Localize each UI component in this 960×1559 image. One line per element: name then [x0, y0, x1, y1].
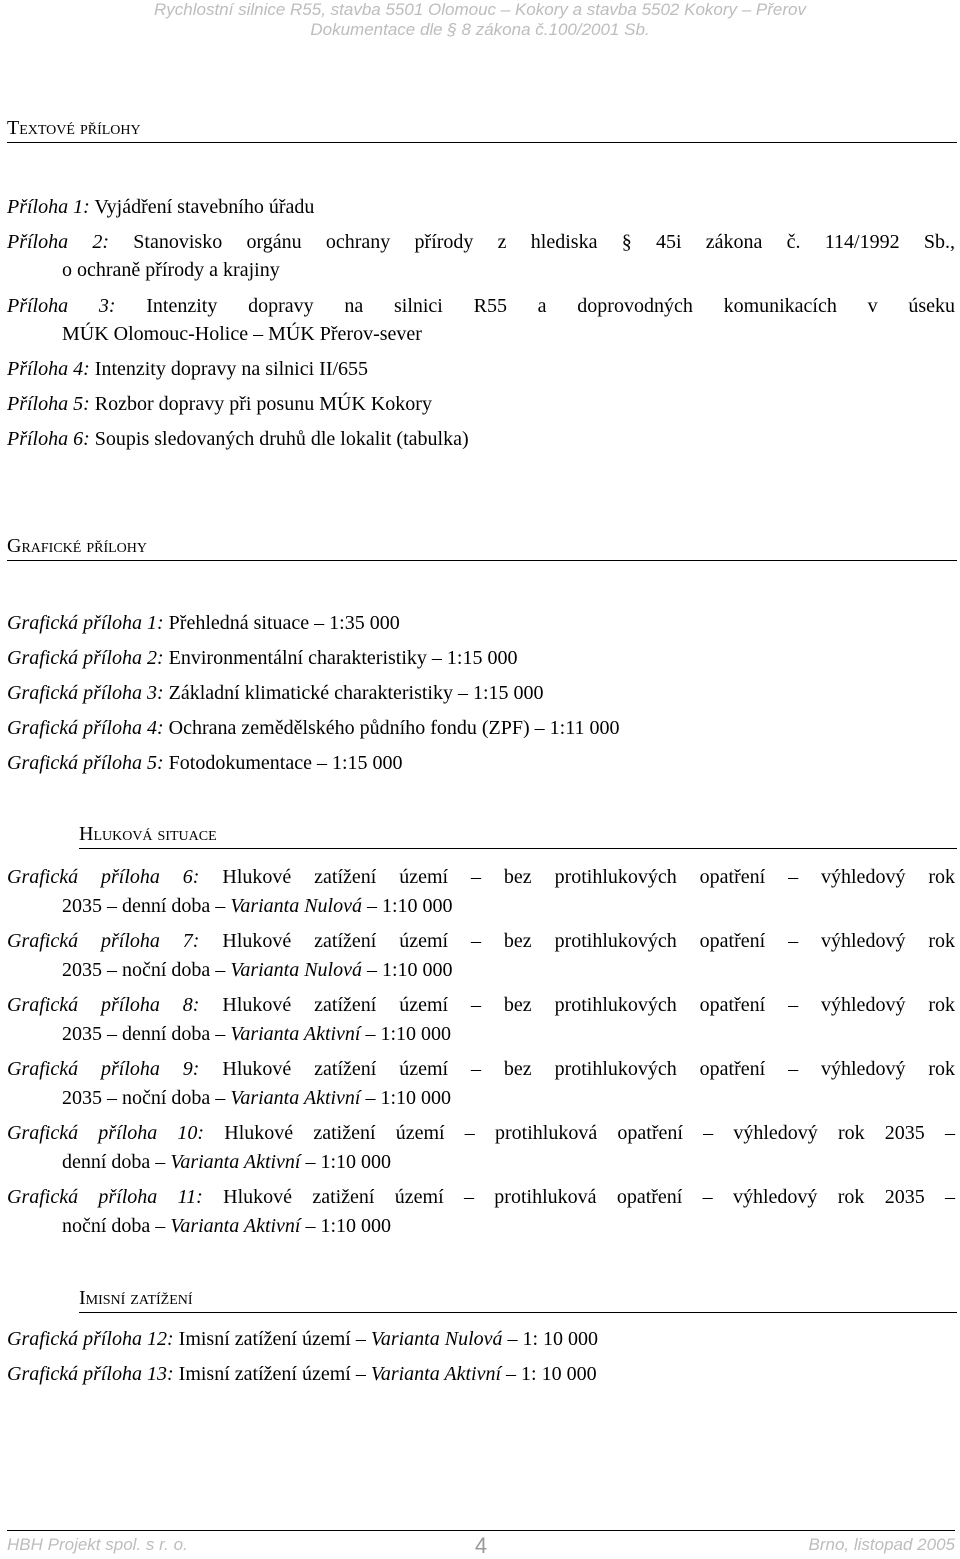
list-item: Grafická příloha 2: Environmentální charakteristiky – 1:15 000: [7, 647, 518, 669]
list-item-continuation: noční doba – Varianta Aktivní – 1:10 000: [62, 1215, 392, 1237]
list-item: Příloha 4: Intenzity dopravy na silnici II/655: [7, 358, 369, 380]
list-item: Příloha 3: Intenzity dopravy na silnici R55 a doprovodných komunikacích v úseku: [7, 295, 956, 317]
list-item-continuation: denní doba – Varianta Aktivní – 1:10 000: [62, 1151, 392, 1173]
list-item: Příloha 6: Soupis sledovaných druhů dle lokalit (tabulka): [7, 428, 469, 450]
list-item: Příloha 2: Stanovisko orgánu ochrany přírody z hlediska § 45i zákona č. 114/1992 Sb.,: [7, 231, 955, 253]
footer-place-date: Brno, listopad 2005: [808, 1535, 955, 1554]
list-item-continuation: 2035 – denní doba – Varianta Aktivní – 1:10 000: [62, 1023, 452, 1045]
list-item: Grafická příloha 7: Hlukové zatížení území – bez protihlukových opatření – výhledový rok: [7, 930, 955, 952]
list-item: Grafická příloha 4: Ochrana zemědělského půdního fondu (ZPF) – 1:11 000: [7, 717, 620, 739]
list-item-continuation: 2035 – denní doba – Varianta Nulová – 1:10 000: [62, 895, 453, 917]
list-item: Grafická příloha 13: Imisní zatížení území – Varianta Aktivní – 1: 10 000: [7, 1363, 597, 1385]
subsection-title-hlukova: Hluková situace: [79, 823, 957, 849]
list-item: Grafická příloha 1: Přehledná situace – 1:35 000: [7, 612, 400, 634]
list-item: Příloha 1: Vyjádření stavebního úřadu: [7, 196, 315, 218]
list-item-continuation: 2035 – noční doba – Varianta Aktivní – 1:10 000: [62, 1087, 452, 1109]
page-number: 4: [474, 1533, 488, 1558]
list-item: Grafická příloha 5: Fotodokumentace – 1:15 000: [7, 752, 403, 774]
page-footer: [7, 1530, 955, 1558]
list-item: Grafická příloha 10: Hlukové zatižení území – protihluková opatření – výhledový rok 2035 –: [7, 1122, 956, 1144]
list-item-continuation: 2035 – noční doba – Varianta Nulová – 1:10 000: [62, 959, 453, 981]
header-line-2: Dokumentace dle § 8 zákona č.100/2001 Sb.: [310, 20, 650, 39]
subsection-title-imisni: Imisní zatížení: [79, 1287, 957, 1313]
list-item-continuation: o ochraně přírody a krajiny: [62, 259, 280, 281]
section-title-graficke: Grafické přílohy: [7, 535, 957, 561]
list-item: Grafická příloha 11: Hlukové zatižení území – protihluková opatření – výhledový rok 2035 –: [7, 1186, 956, 1208]
list-item: Grafická příloha 9: Hlukové zatížení území – bez protihlukových opatření – výhledový rok: [7, 1058, 955, 1080]
header-line-1: Rychlostní silnice R55, stavba 5501 Olomouc – Kokory a stavba 5502 Kokory – Přerov: [153, 0, 806, 19]
list-item: Grafická příloha 3: Základní klimatické charakteristiky – 1:15 000: [7, 682, 544, 704]
list-item: Grafická příloha 6: Hlukové zatížení území – bez protihlukových opatření – výhledový rok: [7, 866, 955, 888]
list-item-continuation: MÚK Olomouc-Holice – MÚK Přerov-sever: [62, 323, 422, 345]
list-item: Grafická příloha 12: Imisní zatížení území – Varianta Nulová – 1: 10 000: [7, 1328, 599, 1350]
section-title-textove: Textové přílohy: [7, 117, 957, 143]
list-item: Příloha 5: Rozbor dopravy při posunu MÚK Kokory: [7, 393, 432, 415]
list-item: Grafická příloha 8: Hlukové zatížení území – bez protihlukových opatření – výhledový rok: [7, 994, 955, 1016]
footer-company: HBH Projekt spol. s r. o.: [7, 1535, 188, 1554]
